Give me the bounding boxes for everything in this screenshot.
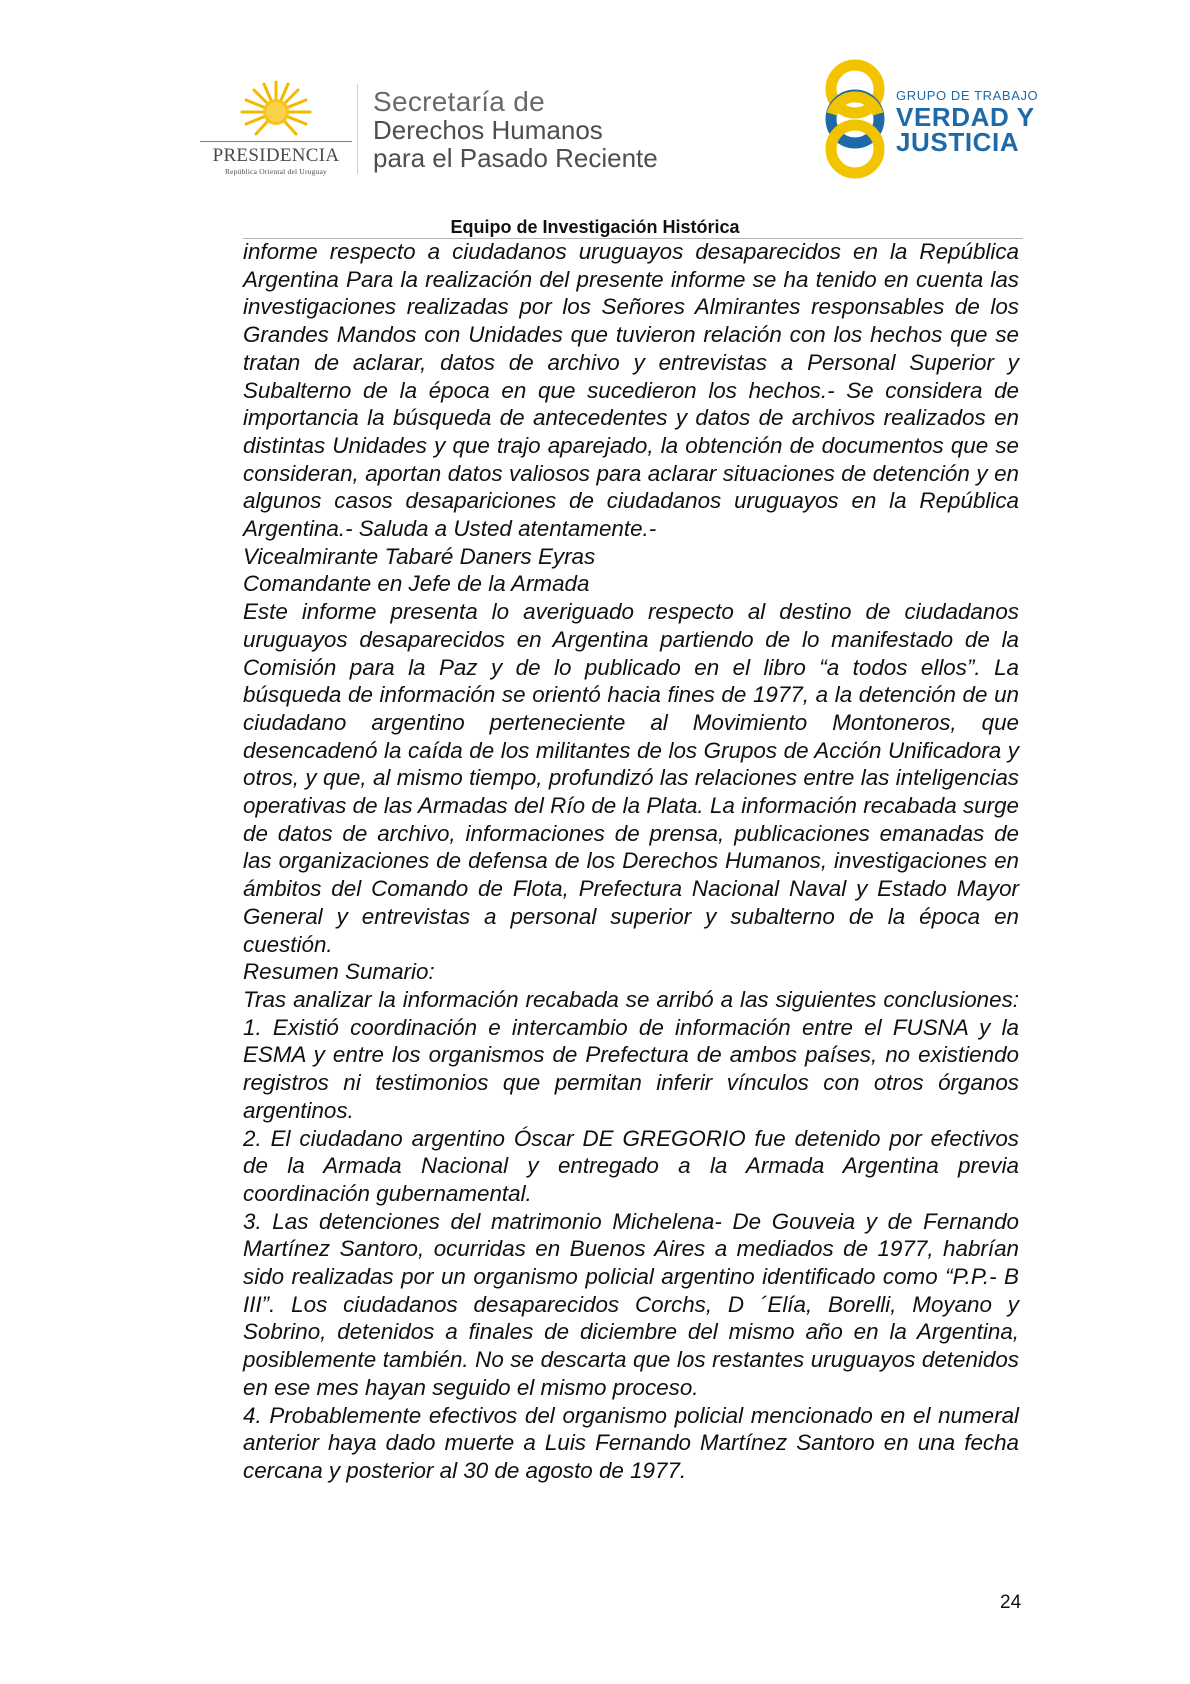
verdad-justicia-logo — [818, 56, 1048, 182]
presidencia-subtitle: República Oriental del Uruguay — [224, 167, 327, 176]
presidencia-logo — [196, 78, 356, 174]
signature-title: Comandante en Jefe de la Armada — [243, 571, 590, 597]
secretaria-line-2: Derechos Humanos — [373, 115, 603, 145]
section-heading-resumen: Resumen Sumario: — [243, 959, 435, 985]
grupo-title-line-2: JUSTICIA — [896, 127, 1020, 157]
paragraph-intro: Este informe presenta lo averiguado respecto al destino de ciudadanos uruguayos desaparecidos en Argentina partiendo de lo manifestado de la Comisión para la Paz y de lo publicado en el libro “a todos ellos”. La búsqueda de información se orientó hacia fines de 1977, a la detención de un ciudadano argentino perteneciente al Movimiento Montoneros, que desencadenó la caída de los militantes de los Grupos de Acción Unificadora y otros, y que, al mismo tiempo, profundizó las relaciones entre las inteligencias operativas de las Armadas del Río de la Plata. La información recabada surge de datos de archivo, informaciones de prensa, publicaciones emanadas de las organizaciones de defensa de los Derechos Humanos, investigaciones en ámbitos del Comando de Flota, Prefectura Nacional Naval y Estado Mayor General y entrevistas a personal superior y subalterno de la época en cuestión. — [243, 599, 1019, 957]
paragraph-conclusion-3: 3. Las detenciones del matrimonio Michelena- De Gouveia y de Fernando Martínez Santoro, ocurridas en Buenos Aires a mediados de 1977, habrían sido realizadas por un organismo policial argentino identificado como “P.P.- B III”. Los ciudadanos desaparecidos Corchs, D ´Elía, Borelli, Moyano y Sobrino, detenidos a finales de diciembre del mismo año en la Argentina, posiblemente también. No se descarta que los restantes uruguayos detenidos en ese mes hayan seguido el mismo proceso. — [243, 1208, 1019, 1400]
grupo-label: GRUPO DE TRABAJO — [896, 88, 1039, 103]
team-title: Equipo de Investigación Histórica — [450, 217, 740, 237]
document-body — [243, 238, 1019, 1485]
paragraph-conclusion-4: 4. Probablemente efectivos del organismo policial mencionado en el numeral anterior haya dado muerte a Luis Fernando Martínez Santoro en una fecha cercana y posterior al 30 de agosto de 1977. — [243, 1402, 1019, 1483]
presidencia-rule — [200, 141, 352, 142]
secretaria-title — [373, 88, 658, 172]
header-divider — [357, 84, 358, 174]
presidencia-name: PRESIDENCIA — [212, 145, 340, 166]
secretaria-line-3: para el Pasado Reciente — [373, 143, 658, 173]
page-number: 24 — [1000, 1592, 1022, 1613]
paragraph-conclusion-2: 2. El ciudadano argentino Óscar DE GREGORIO fue detenido por efectivos de la Armada Nacional y entregado a la Armada Argentina previa coordinación gubernamental. — [243, 1125, 1019, 1206]
paragraph-informe: informe respecto a ciudadanos uruguayos desaparecidos en la República Argentina Para la realización del presente informe se ha tenido en cuenta las investigaciones realizadas por los Señores Almirantes responsables de los Grandes Mandos con Unidades que tuvieron relación con los hechos que se tratan de aclarar, datos de archivo y entrevistas a Personal Superior y Subalterno de la época en que sucedieron los hechos.- Se considera de importancia la búsqueda de antecedentes y datos de archivos realizados en distintas Unidades y que trajo aparejado, la obtención de documentos que se consideran, aportan datos valiosos para aclarar situaciones de detención y en algunos casos desapariciones de ciudadanos uruguayos en la República Argentina.- Saluda a Usted atentamente.- — [243, 239, 1019, 542]
signature-name: Vicealmirante Tabaré Daners Eyras — [243, 543, 596, 569]
page-header — [0, 0, 1190, 240]
paragraph-conclusion-1: Tras analizar la información recabada se arribó a las siguientes conclusiones: 1. Existió coordinación e intercambio de información entre el FUSNA y la ESMA y entre los organismos de Prefectura de ambos países, no existiendo registros ni testimonios que permitan inferir vínculos con otros órganos argentinos. — [243, 986, 1019, 1123]
grupo-title-line-1: VERDAD Y — [896, 102, 1035, 132]
sun-emblem-icon — [236, 78, 316, 140]
secretaria-line-1: Secretaría de — [373, 86, 545, 117]
linked-rings-icon — [818, 56, 892, 182]
